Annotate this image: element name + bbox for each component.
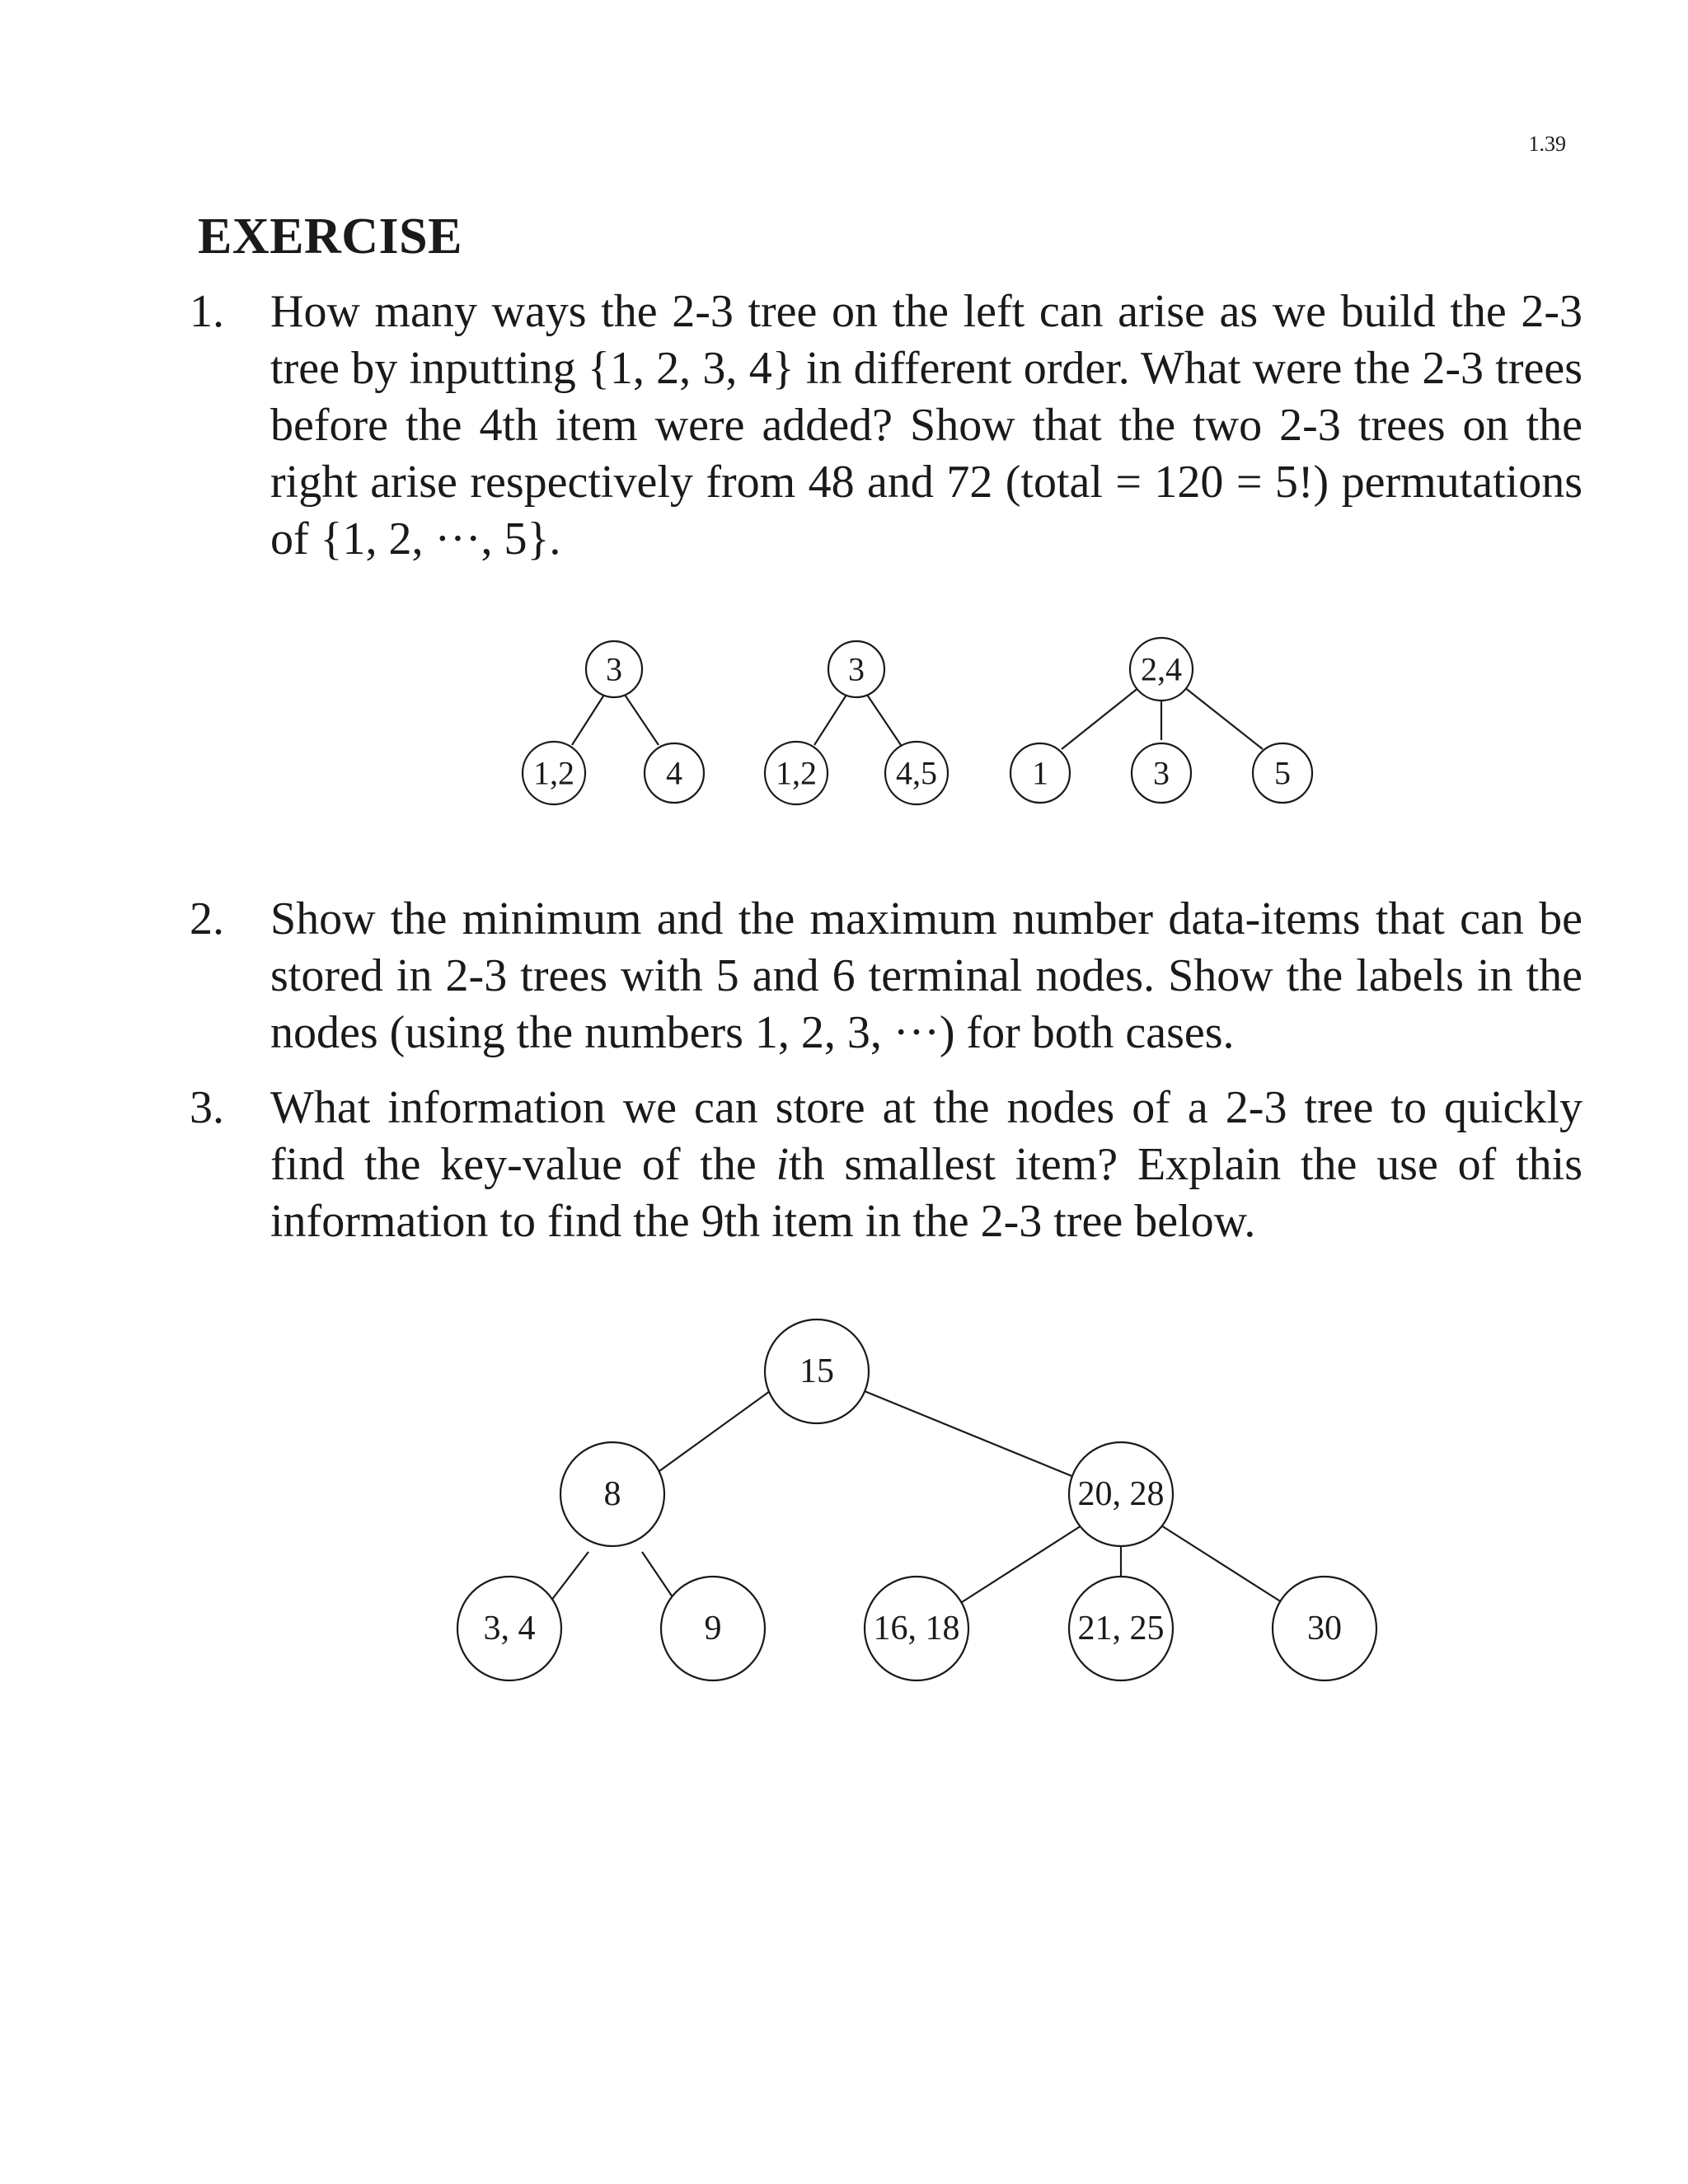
question-2-number: 2. [190, 893, 224, 944]
question-3-italic-i: i [776, 1139, 790, 1190]
t3-right-label: 5 [1274, 754, 1291, 792]
question-2-text: Show the minimum and the maximum number data-items that can be stored in 2-3 trees with 5 and 6 terminal nodes. Show the labels in the nodes (using the numbers 1, 2, 3, ···) for both cases. [270, 893, 1582, 1058]
big-leaf-2-label: 9 [704, 1610, 722, 1647]
big-internal-left-label: 8 [603, 1475, 621, 1513]
edge-big-root-left [654, 1391, 770, 1475]
question-3-text-before: What information we can store at the nodes of a 2-3 tree to quickly find the key-value of the [270, 1082, 1582, 1190]
edge-t2-root-right [867, 695, 901, 745]
t3-root-label: 2,4 [1141, 650, 1182, 688]
big-leaf-3-label: 16, 18 [873, 1610, 960, 1647]
edge-t2-root-left [814, 695, 846, 745]
t2-left-label: 1,2 [776, 754, 817, 792]
exercise-heading: EXERCISE [198, 209, 462, 265]
big-leaf-1-label: 3, 4 [483, 1610, 536, 1647]
t2-root-label: 3 [848, 650, 865, 688]
edge-big-root-right [860, 1390, 1088, 1483]
edge-t3-root-left [1062, 684, 1143, 749]
edge-t1-root-left [572, 695, 604, 745]
t1-left-label: 1,2 [533, 754, 574, 792]
edge-big-2028-right [1155, 1521, 1282, 1602]
question-3-text-after: th smallest item? Explain the use of this information to find the 9th item in the 2-3 tree below. [270, 1139, 1582, 1247]
question-1-text: How many ways the 2-3 tree on the left can arise as we build the 2-3 tree by inputting {1, 2, 3, 4} in different order. What were the 2-3 trees before the 4th item were added? Show that the two 2-3 trees on the right arise respectively from 48 and 72 (total = 120 = 5!) permutations of {1, 2, ···, 5}. [270, 286, 1582, 565]
t3-left-label: 1 [1032, 754, 1048, 792]
question-1-number: 1. [190, 286, 224, 337]
t1-root-label: 3 [606, 650, 622, 688]
big-root-label: 15 [799, 1352, 834, 1390]
edge-big-2028-left [962, 1521, 1088, 1602]
big-leaf-5-label: 30 [1307, 1610, 1342, 1647]
edge-t1-root-right [625, 695, 659, 745]
t1-right-label: 4 [666, 754, 682, 792]
edge-t3-root-right [1180, 684, 1263, 749]
page-number: 1.39 [1528, 132, 1566, 156]
big-internal-right-label: 20, 28 [1077, 1475, 1165, 1513]
t3-middle-label: 3 [1153, 754, 1170, 792]
t2-right-label: 4,5 [896, 754, 937, 792]
big-leaf-4-label: 21, 25 [1077, 1610, 1165, 1647]
question-3-number: 3. [190, 1082, 224, 1133]
